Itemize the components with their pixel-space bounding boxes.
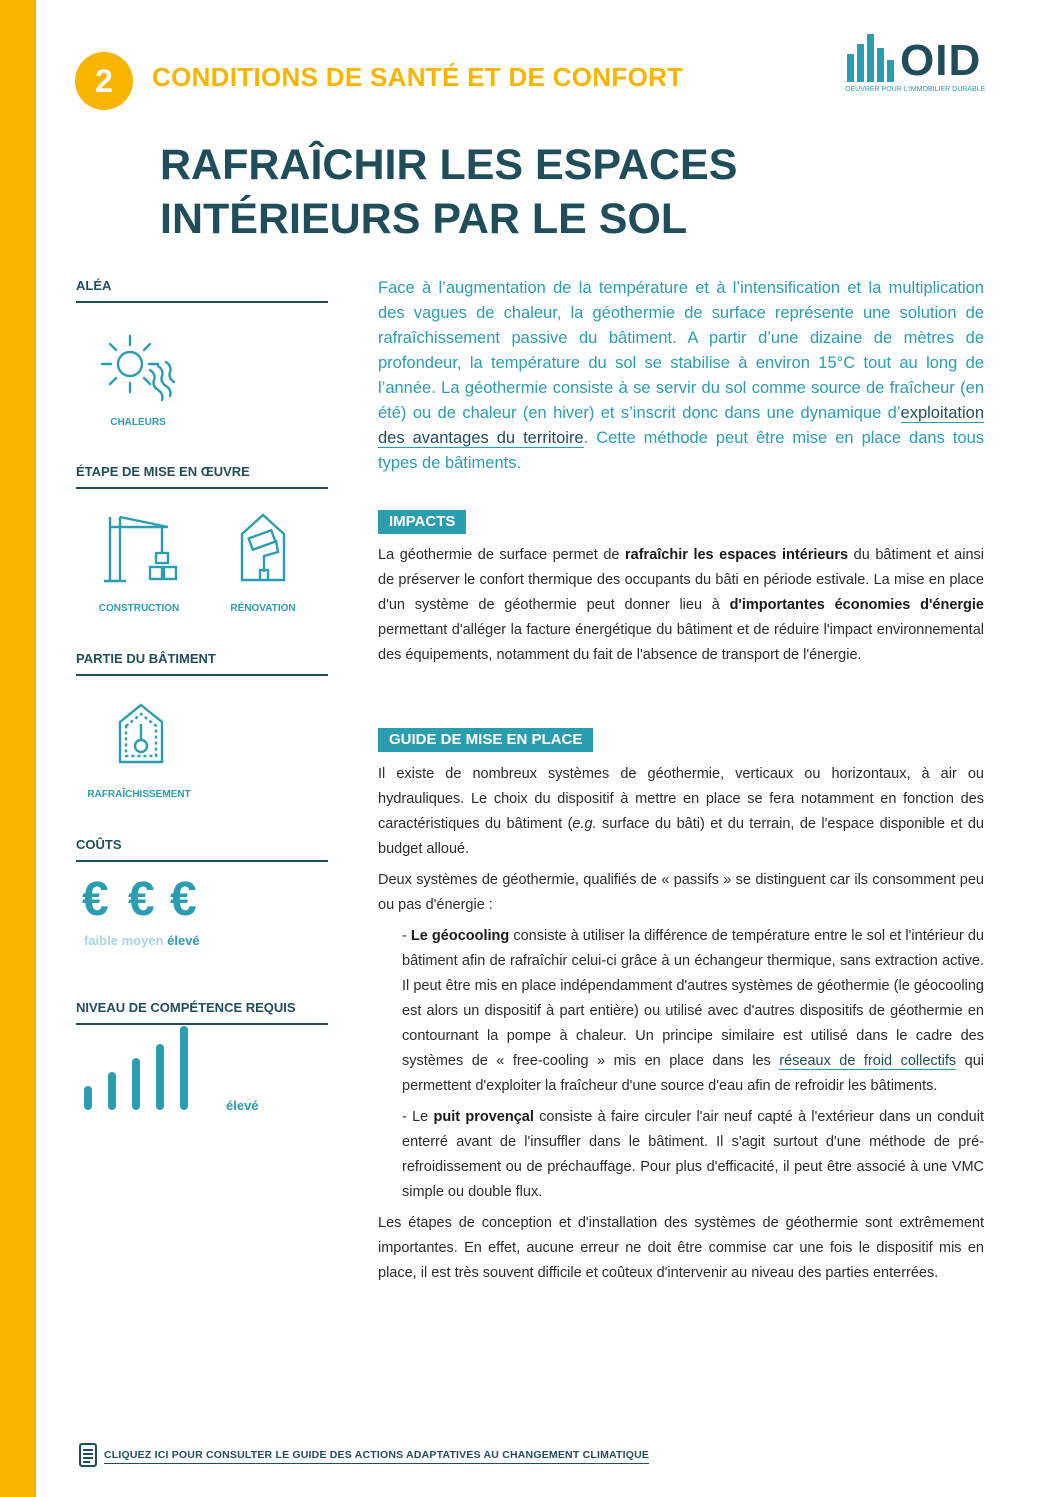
intro-text: Face à l’augmentation de la température et à l’intensification et la multiplication des vagues de chaleur, la géothermie de surface représente une solution de rafraîchissement passive du bâtiment. A partir d’une dizaine de mètres de profondeur, la température du sol se stabilise à environ 15°C tout au long de l’année. La géothermie consiste à se servir du sol comme source de fraîcheur (en été) ou de chaleur (en hiver) et s’inscrit donc dans une dynamique d’	[378, 279, 984, 422]
couts-label: COÛTS	[76, 837, 122, 852]
euro-icon: €	[82, 873, 109, 926]
divider	[76, 860, 328, 862]
page-title-line2: INTÉRIEURS PAR LE SOL	[160, 195, 688, 243]
partie-label: PARTIE DU BÂTIMENT	[76, 651, 216, 666]
euro-icon: €	[128, 873, 155, 926]
intro-text-end: . Cette méthode peut être mise en place dans tous types de bâtiments.	[378, 429, 985, 472]
guide-actions-link[interactable]: CLIQUEZ ICI POUR CONSULTER LE GUIDE DES ACTIONS ADAPTATIVES AU CHANGEMENT CLIMATIQUE	[104, 1449, 649, 1464]
guide-body	[378, 762, 984, 1292]
cost-scale	[84, 933, 200, 948]
cost-faible: faible	[84, 933, 118, 948]
guide-paragraph-2: Deux systèmes de géothermie, qualifiés de « passifs » se distinguent car ils consomment peu ou pas d'énergie :	[378, 872, 984, 913]
logo-tagline: OEUVRER POUR L'IMMOBILIER DURABLE	[845, 86, 986, 93]
partie-rafraichissement-label: RAFRAÎCHISSEMENT	[87, 789, 191, 800]
skill-level-bars	[82, 1020, 222, 1110]
etape-renovation-label: RÉNOVATION	[230, 603, 296, 614]
cost-eleve: élevé	[167, 933, 200, 948]
territoire-link[interactable]: exploitation des avantages du territoire	[378, 404, 984, 447]
divider	[76, 301, 328, 303]
document-icon[interactable]	[78, 1442, 98, 1468]
section-number-badge: 2	[75, 52, 133, 110]
geocooling-paragraph: - Le géocooling consiste à utiliser la différence de température entre le sol et l'intérieur du bâtiment afin de rafraîchir celui-ci grâce à un échangeur thermique, sans extraction active. Il peut être mis en place indépendamment d'autres systèmes de géothermie (le géocooling est alors un dispositif à part entière) ou utilisé avec d'autres dispositifs de géothermie en contournant la pompe à chaleur. Un principe similaire est utilisé dans le cadre des systèmes de « free-cooling » mis en place dans les réseaux de froid collectifs qui permettent d'exploiter la fraîcheur d'une source d'eau afin de refroidir les bâtiments.	[402, 928, 985, 1094]
page-title	[160, 138, 860, 246]
alea-label: ALÉA	[76, 278, 112, 293]
impacts-paragraph: La géothermie de surface permet de rafraîchir les espaces intérieurs du bâtiment et ainsi de préserver le confort thermique des occupants du bâti en période estivale. La mise en place d'un système de géothermie peut donner lieu à d'importantes économies d'énergie permettant d'alléger la facture énergétique du bâtiment et de réduire l'impact environnemental des équipements, notamment du fait de l'absence de transport de l'énergie.	[378, 547, 984, 663]
section-title: CONDITIONS DE SANTÉ ET DE CONFORT	[152, 62, 684, 92]
euro-icon: €	[170, 873, 197, 926]
guide-paragraph-1: Il existe de nombreux systèmes de géothermie, verticaux ou horizontaux, à air ou hydrauliques. Le choix du dispositif à mettre en place se fera notamment en fonction des caractéristiques du bâtiment (e.g. surface du bâti) et du terrain, de l'espace disponible et du budget alloué.	[378, 766, 984, 857]
house-thermometer-icon	[116, 702, 166, 766]
impacts-heading: IMPACTS	[378, 510, 466, 534]
crane-construction-icon	[104, 513, 184, 583]
divider	[76, 487, 328, 489]
etape-label: ÉTAPE DE MISE EN ŒUVRE	[76, 464, 250, 479]
competence-level-label: élevé	[226, 1098, 259, 1113]
divider	[76, 674, 328, 676]
alea-chaleurs-label: CHALEURS	[110, 417, 166, 428]
guide-heading: GUIDE DE MISE EN PLACE	[378, 728, 593, 752]
left-accent-bar	[0, 0, 36, 1497]
impacts-body	[378, 543, 984, 674]
puit-provencal-paragraph: - Le puit provençal consiste à faire circuler l'air neuf capté à l'extérieur dans un conduit enterré avant de l'insuffler dans le bâtiment. Il s'agit surtout d'une méthode de pré-refroidissement ou de préchauffage. Pour plus d'efficacité, il peut être associé à une VMC simple ou double flux.	[402, 1109, 984, 1200]
sun-heat-icon	[98, 330, 180, 402]
guide-paragraph-5: Les étapes de conception et d'installation des systèmes de géothermie sont extrêmement importantes. En effet, aucune erreur ne doit être commise car une fois le dispositif mis en place, il est très souvent difficile et coûteux d'intervenir au niveau des parties enterrées.	[378, 1215, 984, 1281]
page-title-line1: RAFRAÎCHIR LES ESPACES	[160, 141, 738, 189]
intro-paragraph	[378, 276, 984, 476]
cost-moyen: moyen	[121, 933, 164, 948]
etape-construction-label: CONSTRUCTION	[98, 603, 180, 614]
competence-label: NIVEAU DE COMPÉTENCE REQUIS	[76, 1000, 296, 1015]
house-paint-roller-icon	[238, 512, 288, 584]
logo-text: OID	[900, 36, 982, 85]
reseaux-froid-link[interactable]: réseaux de froid collectifs	[779, 1053, 957, 1069]
